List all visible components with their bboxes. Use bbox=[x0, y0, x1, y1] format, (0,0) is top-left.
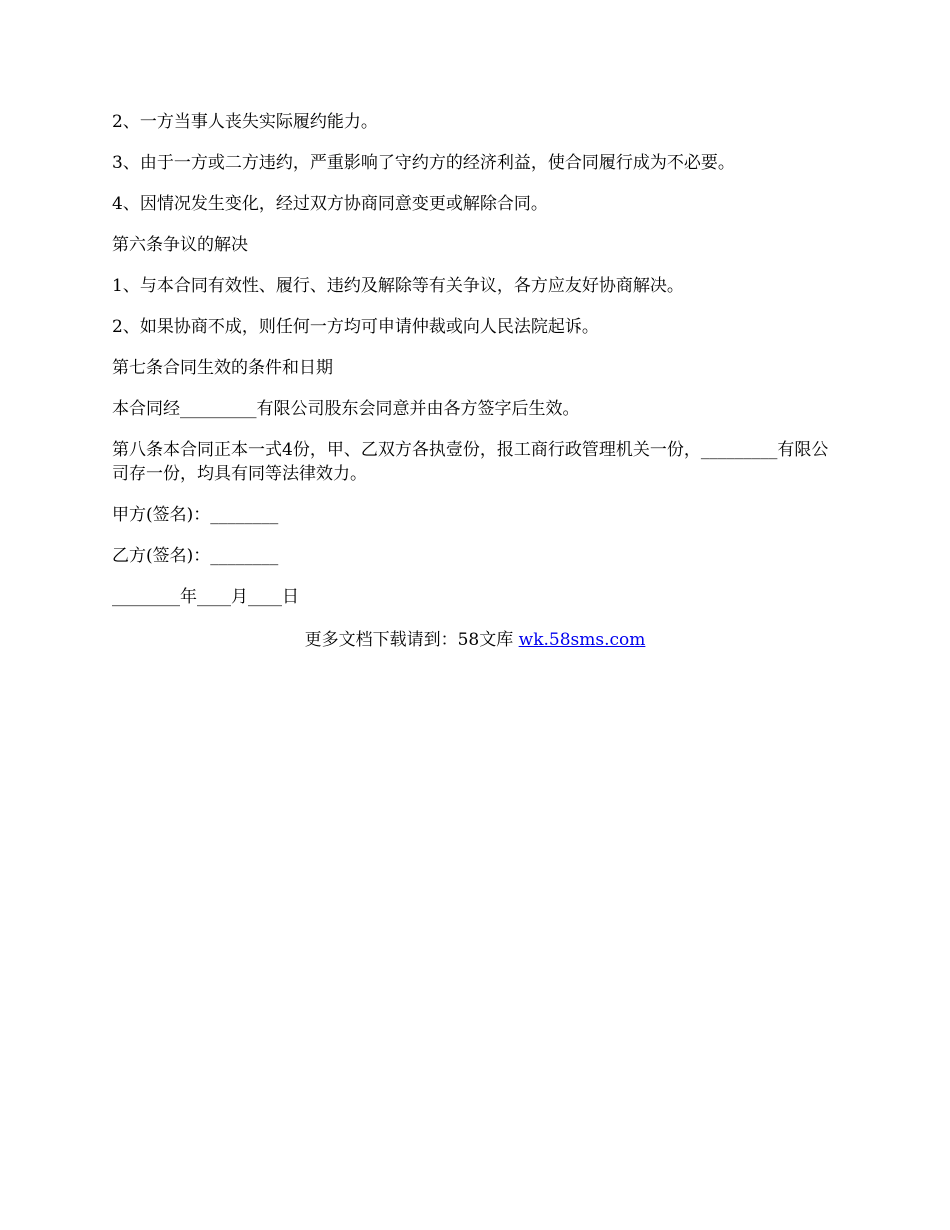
paragraph-effective-condition: 本合同经_________有限公司股东会同意并由各方签字后生效。 bbox=[112, 399, 580, 419]
footer-prefix: 更多文档下载请到：58文库 bbox=[304, 630, 519, 650]
paragraph-dispute-2: 2、如果协商不成，则任何一方均可申请仲裁或向人民法院起诉。 bbox=[112, 317, 599, 337]
paragraph-article-8: 第八条本合同正本一式4份，甲、乙双方各执壹份，报工商行政管理机关一份，_________有限公司存一份，均具有同等法律效力。 bbox=[112, 440, 829, 484]
paragraph-dispute-1: 1、与本合同有效性、履行、违约及解除等有关争议，各方应友好协商解决。 bbox=[112, 276, 684, 296]
section-heading-article-7: 第七条合同生效的条件和日期 bbox=[112, 358, 333, 378]
paragraph-clause-4: 4、因情况发生变化，经过双方协商同意变更或解除合同。 bbox=[112, 194, 548, 214]
paragraph-clause-3: 3、由于一方或二方违约，严重影响了守约方的经济利益，使合同履行成为不必要。 bbox=[112, 153, 735, 173]
document-body bbox=[112, 110, 842, 626]
footer-download-note bbox=[0, 628, 950, 652]
signature-party-b: 乙方(签名)：________ bbox=[112, 546, 279, 566]
signature-date: ________年____月____日 bbox=[112, 587, 299, 607]
section-heading-article-6: 第六条争议的解决 bbox=[112, 235, 248, 255]
footer-link[interactable]: wk.58sms.com bbox=[518, 630, 646, 650]
signature-party-a: 甲方(签名)：________ bbox=[112, 505, 279, 525]
paragraph-clause-2: 2、一方当事人丧失实际履约能力。 bbox=[112, 112, 378, 132]
